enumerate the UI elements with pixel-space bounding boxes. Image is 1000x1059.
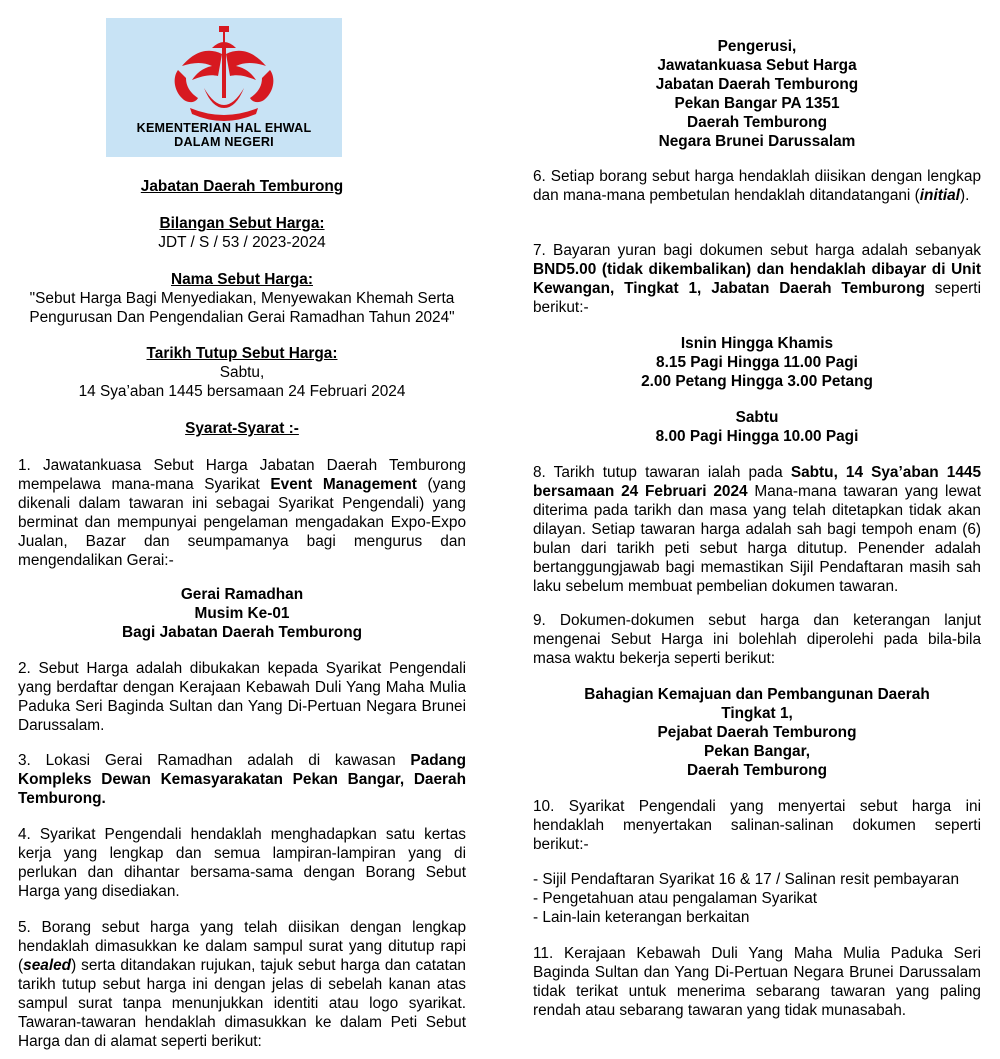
clause-9: 9. Dokumen-dokumen sebut harga dan keterangan lanjut mengenai Sebut Harga ini bolehlah diperolehi pada bila-bila masa waktu bekerja seperti berikut:: [533, 612, 981, 667]
tender-name-line1: "Sebut Harga Bagi Menyediakan, Menyewakan Khemah Serta: [29, 290, 455, 307]
address-line-1: Pengerusi,: [717, 38, 797, 55]
clause-1: 1. Jawatankuasa Sebut Harga Jabatan Daerah Temburong mempelawa mana-mana Syarikat Event Management (yang dikenali dalam tawaran ini sebagai Syarikat Pengendali) yang berminat dan mempunyai pengelaman mengadakan Expo-Expo Jualan, Bazar dan seumpamanya bagi mengurus dan mengendalikan Gerai:-: [18, 457, 466, 569]
clause-11: 11. Kerajaan Kebawah Duli Yang Maha Mulia Paduka Seri Baginda Sultan dan Yang Di-Pertuan Negara Brunei Darussalam tidak terikat untuk menerima sebarang tawaran yang paling rendah atau sebarang tawaran yang tidak munasabah.: [533, 945, 981, 1019]
clause-3: 3. Lokasi Gerai Ramadhan adalah di kawasan Padang Kompleks Dewan Kemasyarakatan Pekan Bangar, Daerah Temburong.: [18, 752, 466, 807]
gerai-title-2: Musim Ke-01: [194, 605, 290, 622]
address-line-6: Negara Brunei Darussalam: [658, 133, 856, 150]
tender-number-label: Bilangan Sebut Harga:: [159, 215, 325, 232]
logo-text-line2: DALAM NEGERI: [174, 135, 274, 149]
address-line-5: Daerah Temburong: [687, 114, 827, 131]
logo-text-line1: KEMENTERIAN HAL EHWAL: [136, 121, 312, 135]
address-line-3: Jabatan Daerah Temburong: [655, 76, 859, 93]
document-list-item: - Pengetahuan atau pengalaman Syarikat: [533, 890, 818, 907]
tender-name-line2: Pengurusan Dan Pengendalian Gerai Ramadhan Tahun 2024": [29, 309, 455, 326]
document-list-item: - Sijil Pendaftaran Syarikat 16 & 17 / Salinan resit pembayaran: [533, 871, 960, 888]
tender-name-label: Nama Sebut Harga:: [171, 271, 313, 288]
office-address-1: Bahagian Kemajuan dan Pembangunan Daerah: [584, 686, 930, 703]
address-line-4: Pekan Bangar PA 1351: [674, 95, 840, 112]
closing-day: Sabtu,: [219, 364, 265, 381]
office-hours-1: Isnin Hingga Khamis: [680, 335, 834, 352]
closing-date-label: Tarikh Tutup Sebut Harga:: [146, 345, 338, 362]
office-hours-4: Sabtu: [735, 409, 779, 426]
office-hours-2: 8.15 Pagi Hingga 11.00 Pagi: [656, 354, 858, 371]
office-address-4: Pekan Bangar,: [703, 743, 811, 760]
gerai-title-1: Gerai Ramadhan: [180, 586, 304, 603]
clause-10: 10. Syarikat Pengendali yang menyertai sebut harga ini hendaklah menyertakan salinan-salinan dokumen seperti berikut:-: [533, 798, 981, 853]
clause-4: 4. Syarikat Pengendali hendaklah menghadapkan satu kertas kerja yang lengkap dan semua lampiran-lampiran yang di perlukan dan dihantar bersama-sama dengan Borang Sebut Harga yang disediakan.: [18, 826, 466, 900]
address-line-2: Jawatankuasa Sebut Harga: [657, 57, 857, 74]
office-hours-5: 8.00 Pagi Hingga 10.00 Pagi: [655, 428, 859, 445]
conditions-heading: Syarat-Syarat :-: [185, 420, 299, 437]
tender-number: JDT / S / 53 / 2023-2024: [158, 234, 326, 251]
department-heading: Jabatan Daerah Temburong: [140, 178, 344, 195]
office-address-2: Tingkat 1,: [721, 705, 793, 722]
clause-2: 2. Sebut Harga adalah dibukakan kepada Syarikat Pengendali yang berdaftar dengan Kerajaan Kebawah Duli Yang Maha Mulia Paduka Seri Baginda Sultan dan Yang Di-Pertuan Negara Brunei Darussalam.: [18, 660, 466, 734]
clause-5: 5. Borang sebut harga yang telah diisikan dengan lengkap hendaklah dimasukkan ke dalam sampul surat yang ditutup rapi (sealed) serta ditandakan rujukan, tajuk sebut harga dan catatan tarikh tutup sebut harga ini dengan jelas di sebelah kanan atas sampul surat tanpa menunjukkan identiti atau logo syarikat. Tawaran-tawaran hendaklah dimasukkan ke dalam Peti Sebut Harga dan di alamat seperti berikut:: [18, 919, 466, 1050]
gerai-title-3: Bagi Jabatan Daerah Temburong: [121, 624, 363, 641]
office-address-3: Pejabat Daerah Temburong: [657, 724, 857, 741]
clause-7: 7. Bayaran yuran bagi dokumen sebut harga adalah sebanyak BND5.00 (tidak dikembalikan) dan hendaklah dibayar di Unit Kewangan, Tingkat 1, Jabatan Daerah Temburong seperti berikut:-: [533, 242, 981, 316]
office-hours-3: 2.00 Petang Hingga 3.00 Petang: [641, 373, 873, 390]
clause-8: 8. Tarikh tutup tawaran ialah pada Sabtu, 14 Sya’aban 1445 bersamaan 24 Februari 2024 Mana-mana tawaran yang lewat diterima pada tarikh dan masa yang telah ditetapkan tidak akan dilayan. Setiap tawaran harga adalah sah bagi tempoh enam (6) bulan dari tarikh peti sebut harga ditutup. Penender adalah bertanggungjawab bagi memastikan Sijil Pendaftaran masih sah laku sebelum membuat pembelian dokumen tawaran.: [533, 464, 982, 595]
clause-6: 6. Setiap borang sebut harga hendaklah diisikan dengan lengkap dan mana-mana pembetulan hendaklah ditandatangani (initial).: [533, 168, 981, 204]
closing-date: 14 Sya’aban 1445 bersamaan 24 Februari 2024: [78, 383, 406, 400]
document-list-item: - Lain-lain keterangan berkaitan: [533, 909, 750, 926]
ministry-logo: [106, 18, 342, 157]
office-address-5: Daerah Temburong: [687, 762, 827, 779]
